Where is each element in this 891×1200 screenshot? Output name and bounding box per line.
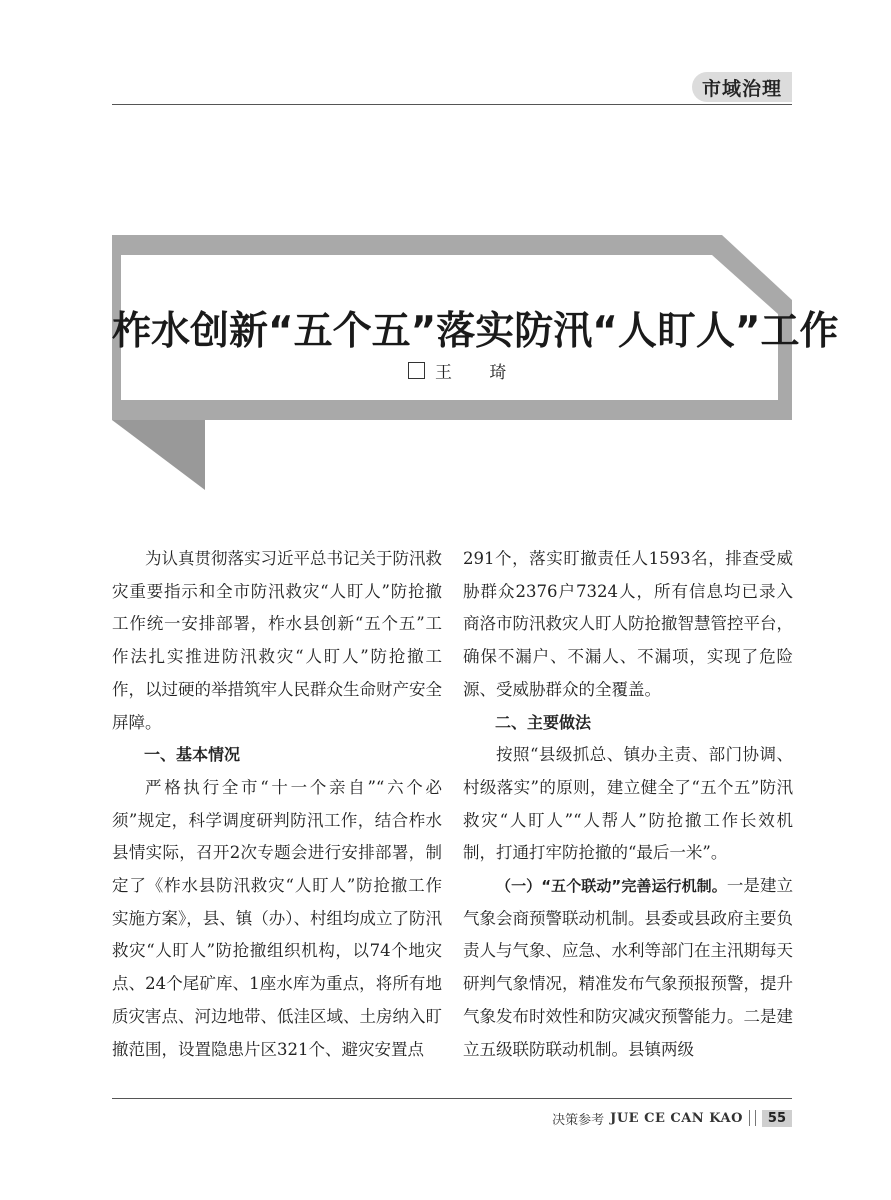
footer-cn-label: 决策参考 — [552, 1112, 605, 1128]
intro-paragraph: 为认真贯彻落实习近平总书记关于防汛救灾重要指示和全市防汛救灾“人盯人”防抢撤工作统一安排部署，柞水县创新“五个五”工作法扎实推进防汛救灾“人盯人”防抢撤工作，以过硬的举措筑牢人民群众生命财产安全屏障。 — [112, 549, 442, 732]
footer-separator — [749, 1110, 756, 1126]
section-heading-practices: 二、主要做法 — [495, 712, 592, 732]
title-banner-graphic — [0, 0, 891, 500]
basic-situation-paragraph: 严格执行全市“十一个亲自”“六个必须”规定，科学调度研判防汛工作，结合柞水县情实际，召开2次专题会进行安排部署，制定了《柞水县防汛救灾“人盯人”防抢撤工作实施方案》，县、镇（办）、村组均成立了防汛救灾“人盯人”防抢撤组织机构，以74个地灾点、24个尾矿库、1座水库为重点，将所有地质灾害点、河边地带、低洼区域、土房纳入盯撤范围，设置隐患片区321个、避灾安置点 — [112, 777, 442, 1059]
section-heading-basic: 一、基本情况 — [144, 745, 241, 765]
banner-ribbon-tail — [112, 420, 205, 490]
section-tag: 市域治理 — [692, 72, 792, 102]
subsection-label: （一）“五个联动”完善运行机制。 — [496, 877, 727, 896]
basic-situation-continued: 291个，落实盯撤责任人1593名，排查受威胁群众2376户7324人，所有信息均已录入商洛市防汛救灾人盯人防抢撤智慧管控平台，确保不漏户、不漏人、不漏项，实现了危险源、受威胁群众的全覆盖。 — [463, 549, 793, 699]
footer-en-label: JUE CE CAN KAO — [610, 1110, 743, 1126]
subsection-text: 一是建立气象会商预警联动机制。县委或县政府主要负责人与气象、应急、水利等部门在主汛期每天研判气象情况，精准发布气象预报预警，提升气象发布时效性和防灾减灾预警能力。二是建立五级联防联动机制。县镇两级 — [463, 876, 794, 1059]
right-column — [463, 543, 793, 1066]
article-title: 柞水创新“五个五”落实防汛“人盯人”工作 — [112, 309, 839, 354]
byline-box-icon — [408, 362, 425, 379]
subsection-five-linkages — [463, 870, 793, 1066]
author-name: 王 琦 — [435, 362, 523, 383]
byline — [408, 358, 522, 382]
left-column — [112, 543, 442, 1066]
footer — [552, 1108, 792, 1128]
practices-paragraph: 按照“县级抓总、镇办主责、部门协调、村级落实”的原则，建立健全了“五个五”防汛救灾“人盯人”“人帮人”防抢撤工作长效机制，打通打牢防抢撤的“最后一米”。 — [463, 745, 793, 863]
footer-rule — [112, 1098, 792, 1099]
page-number: 55 — [762, 1110, 792, 1127]
